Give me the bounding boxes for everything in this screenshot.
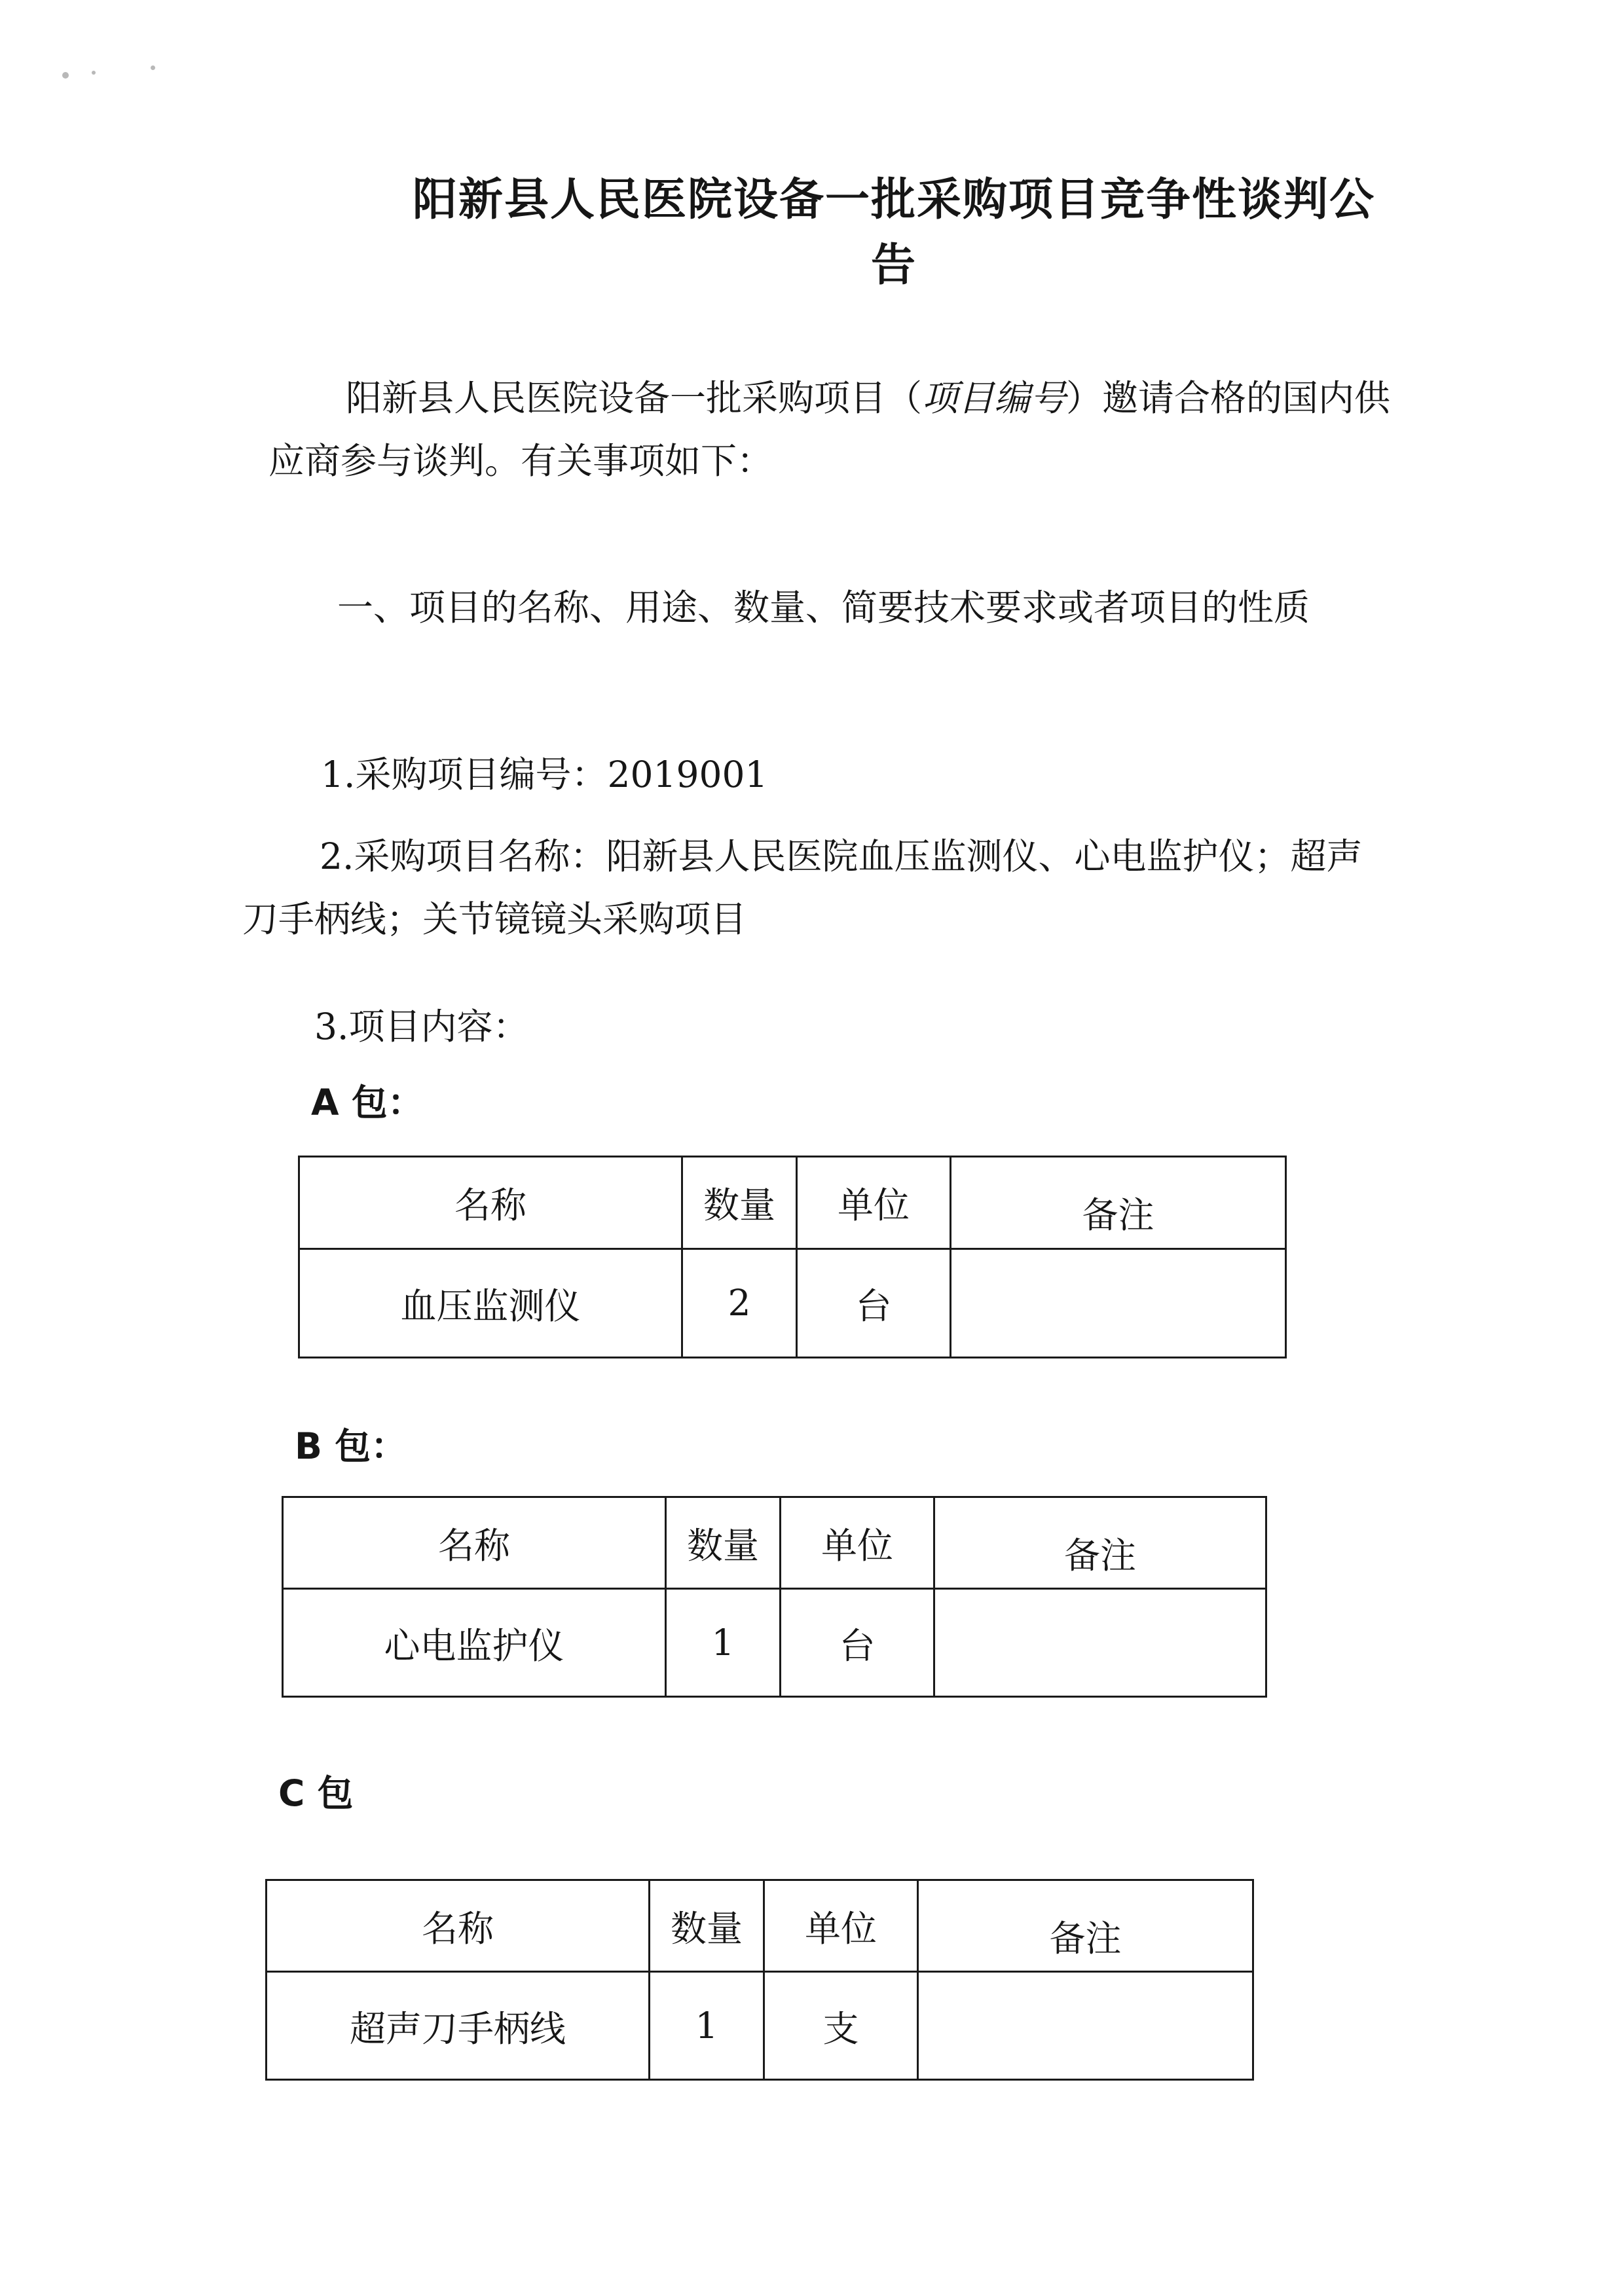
cell-qty: 2: [682, 1248, 797, 1357]
scan-speck: [92, 71, 96, 75]
scan-speck: [151, 65, 155, 70]
package-c-table: [265, 1879, 1254, 2081]
package-a-label: A 包：: [311, 1082, 424, 1123]
cell-note: [918, 1972, 1253, 2080]
table-header-row: [283, 1497, 1266, 1589]
package-b-label: B 包：: [295, 1425, 407, 1467]
cell-qty: 1: [650, 1972, 764, 2080]
header-unit: 单位: [797, 1157, 951, 1249]
scan-speck: [62, 72, 69, 79]
cell-unit: 台: [797, 1248, 951, 1357]
header-note: 备注: [918, 1880, 1253, 1972]
header-qty: 数量: [682, 1157, 797, 1249]
cell-name: 超声刀手柄线: [267, 1972, 650, 2080]
intro-project-code-placeholder: 项目编号: [922, 377, 1067, 419]
package-c-label: C 包: [278, 1772, 354, 1814]
section-heading: 一、项目的名称、用途、数量、简要技术要求或者项目的性质: [337, 587, 1310, 629]
package-a-table: [298, 1156, 1287, 1358]
header-name: 名称: [283, 1497, 666, 1589]
table-header-row: [267, 1880, 1253, 1972]
header-unit: 单位: [764, 1880, 918, 1972]
header-note: 备注: [934, 1497, 1266, 1589]
cell-unit: 台: [781, 1589, 934, 1697]
header-qty: 数量: [650, 1880, 764, 1972]
cell-qty: 1: [666, 1589, 781, 1697]
cell-unit: 支: [764, 1972, 918, 2080]
header-note: 备注: [951, 1157, 1286, 1249]
cell-name: 血压监测仪: [299, 1248, 682, 1357]
cell-note: [934, 1589, 1266, 1697]
table-header-row: [299, 1157, 1286, 1249]
intro-text-start: 阳新县人民医院设备一批采购项目（: [346, 377, 923, 419]
package-b-table: [282, 1496, 1267, 1698]
table-row: [267, 1972, 1253, 2080]
intro-paragraph: [268, 367, 1395, 492]
header-name: 名称: [267, 1880, 650, 1972]
header-unit: 单位: [781, 1497, 934, 1589]
cell-name: 心电监护仪: [283, 1589, 666, 1697]
header-qty: 数量: [666, 1497, 781, 1589]
table-row: [283, 1589, 1266, 1697]
page-title: 阳新县人民医院设备一批采购项目竞争性谈判公告: [412, 173, 1375, 291]
cell-note: [951, 1248, 1286, 1357]
header-name: 名称: [299, 1157, 682, 1249]
item-project-name: 2.采购项目名称：阳新县人民医院血压监测仪、心电监护仪；超声刀手柄线；关节镜镜头采购项目: [242, 835, 1363, 940]
item-project-number: 1.采购项目编号：2019001: [321, 754, 768, 795]
table-row: [299, 1248, 1286, 1357]
intro-text-end: ）邀请合格的国内供应商参与谈判。有关事项如下：: [268, 377, 1391, 482]
item-project-content: 3.项目内容：: [314, 1006, 529, 1048]
